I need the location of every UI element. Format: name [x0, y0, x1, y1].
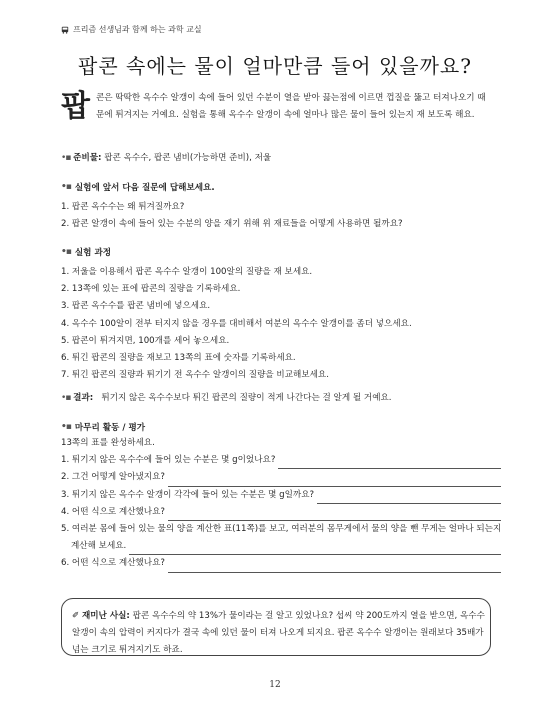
bullet-icon: •▪ [61, 182, 71, 192]
question-text: 5. 여러분 몸에 들어 있는 물의 양을 계산한 표(11쪽)를 보고, 여러분의 몸무게에서 물의 양을 뺀 무게는 얼마나 되는지 [61, 524, 502, 535]
procedure-heading: 실험 과정 [74, 248, 112, 258]
questions-section [61, 181, 501, 233]
fun-fact-line: 넘는 크기로 튀겨지기도 하죠. [72, 645, 183, 655]
question-row [61, 452, 501, 469]
procedure-section [61, 246, 501, 384]
materials-text: 팝콘 옥수수, 팝콘 냄비(가능하면 준비), 저울 [104, 153, 272, 163]
page-number: 12 [269, 680, 281, 690]
answer-line[interactable] [168, 508, 501, 521]
wrapup-heading: 마무리 활동 / 평가 [74, 423, 146, 433]
bus-icon [61, 26, 69, 34]
fun-fact-label: 재미난 사실: [81, 611, 130, 621]
list-item: 1. 저울을 이용해서 팝콘 옥수수 알갱이 100알의 질량을 재 보세요. [61, 267, 313, 277]
answer-line[interactable] [278, 456, 501, 469]
bullet-icon: •▪ [61, 393, 71, 403]
result-text: 튀기지 않은 옥수수보다 튀긴 팝콘의 질량이 적게 나간다는 걸 알게 될 거예요. [101, 393, 392, 403]
result-label: 결과: [73, 393, 94, 403]
question-row [61, 469, 501, 486]
list-item: 7. 튀긴 팝콘의 질량과 튀기기 전 옥수수 알갱이의 질량을 비교해보세요. [61, 370, 329, 381]
intro-text: 콘은 딱딱한 옥수수 알갱이 속에 들어 있던 수분이 열을 받아 끓는점에 이르면 껍질을 뚫고 터져나오기 때문에 튀겨지는 거예요. 실험을 통해 옥수수 알갱이 속에 얼마나 많은 물이 들어 있는지 재 보도록 해요. [95, 93, 486, 120]
answer-line[interactable] [168, 560, 501, 573]
question-row [61, 504, 501, 521]
question-text: 계산해 보세요. [71, 541, 127, 552]
answer-line[interactable] [129, 542, 501, 555]
page-title: 팝콘 속에는 물이 얼마만큼 들어 있을까요? [78, 54, 472, 78]
question-text: 1. 튀기지 않은 옥수수에 들어 있는 수분은 몇 g이었나요? [61, 455, 276, 466]
question-row [61, 487, 501, 504]
list-item: 2. 팝콘 알갱이 속에 들어 있는 수분의 양을 재기 위해 위 재료들을 어떻게 사용하면 될까요? [61, 219, 403, 230]
list-item: 5. 팝콘이 튀겨지면, 100개를 세어 놓으세요. [61, 335, 230, 346]
list-item: 6. 튀긴 팝콘의 질량을 재보고 13쪽의 표에 숫자를 기록하세요. [61, 353, 296, 364]
bullet-icon: •▪ [61, 247, 71, 257]
bullet-icon: •▪ [61, 153, 71, 163]
wrapup-intro: 13쪽의 표를 완성하세요. [61, 438, 155, 448]
questions-heading: 실험에 앞서 다음 질문에 답해보세요. [74, 183, 215, 193]
fun-fact-line: 팝콘 옥수수의 약 13%가 물이라는 걸 알고 있었나요? 섭씨 약 200도까지 열을 받으면, 옥수수 [132, 611, 485, 621]
list-item: 3. 팝콘 옥수수를 팝콘 냄비에 넣으세요. [61, 301, 211, 312]
answer-line[interactable] [317, 491, 501, 504]
question-text: 6. 어떤 식으로 계산했나요? [61, 558, 165, 569]
intro-paragraph [61, 90, 491, 124]
question-row [61, 538, 501, 555]
fun-fact-box [61, 598, 491, 656]
list-item: 1. 팝콘 옥수수는 왜 튀겨질까요? [61, 202, 185, 212]
fun-fact-line: 알갱이 속의 압력이 커지다가 결국 속에 있던 물이 터져 나오게 되지요. 팝콘 옥수수 알갱이는 원래보다 35배가 [72, 628, 484, 638]
answer-line[interactable] [168, 474, 501, 487]
list-item: 4. 옥수수 100알이 전부 터지지 않을 경우를 대비해서 여분의 옥수수 알갱이를 좀더 넣으세요. [61, 318, 412, 329]
materials-section [61, 150, 501, 167]
running-header [61, 24, 202, 35]
wrapup-section [61, 421, 501, 573]
bullet-icon: •▪ [61, 422, 71, 432]
question-text: 2. 그건 어떻게 알아냈지요? [61, 472, 165, 483]
result-section [61, 390, 501, 407]
drop-cap: 팝 [61, 89, 90, 124]
list-item: 2. 13쪽에 있는 표에 팝콘의 질량을 기록하세요. [61, 284, 241, 295]
materials-label: 준비물: [73, 153, 102, 163]
question-row [61, 555, 501, 572]
question-text: 4. 어떤 식으로 계산했나요? [61, 506, 165, 517]
pencil-icon: ✐ [72, 611, 80, 621]
question-text: 3. 튀기지 않은 옥수수 알갱이 각각에 들어 있는 수분은 몇 g일까요? [61, 489, 315, 500]
header-text: 프리즘 선생님과 함께 하는 과학 교실 [73, 25, 202, 34]
